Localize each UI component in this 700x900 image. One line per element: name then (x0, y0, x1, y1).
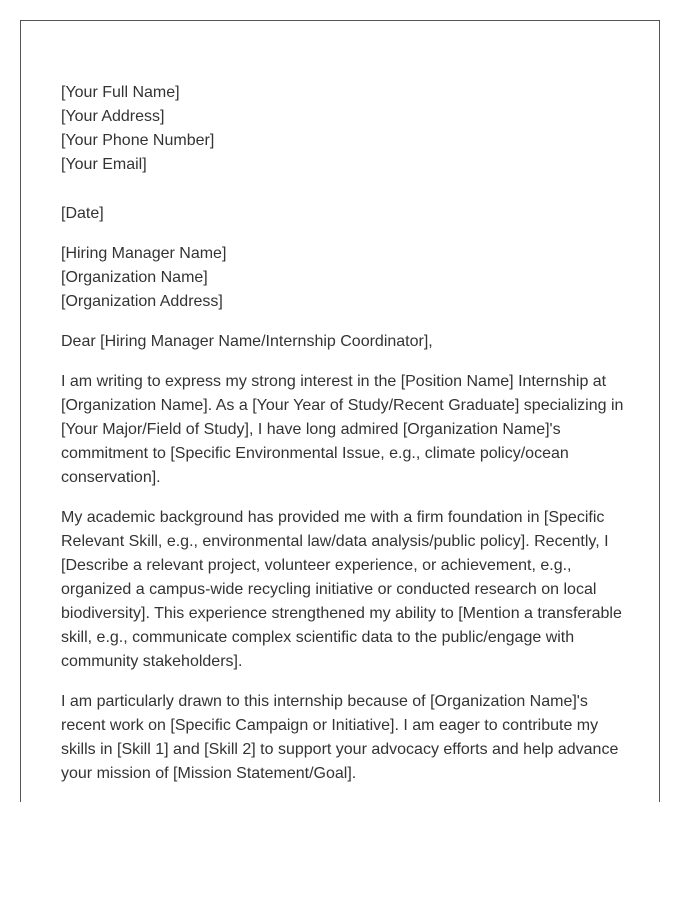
letter-date: [Date] (61, 205, 104, 222)
sender-phone: [Your Phone Number] (61, 132, 215, 149)
recipient-block (61, 242, 631, 314)
body-paragraph-1: I am writing to express my strong interest in the [Position Name] Internship at [Organization Name]. As a [Your Year of Study/Recent Graduate] specializing in [Your Major/Field of Study], I have long admired [Organization Name]'s commitment to [Specific Environmental Issue, e.g., climate policy/ocean conservation]. (61, 373, 624, 486)
sender-block (61, 81, 631, 177)
date-block (61, 202, 631, 226)
recipient-address: [Organization Address] (61, 293, 223, 310)
recipient-name: [Hiring Manager Name] (61, 245, 227, 262)
body-paragraph-3: I am particularly drawn to this internship because of [Organization Name]'s recent work on [Specific Campaign or Initiative]. I am eager to contribute my skills in [Skill 1] and [Skill 2] to support your advocacy efforts and help advance your mission of [Mission Statement/Goal]. (61, 693, 619, 782)
sender-full-name: [Your Full Name] (61, 84, 180, 101)
sender-address: [Your Address] (61, 108, 165, 125)
body-paragraph-2: My academic background has provided me with a firm foundation in [Specific Relevant Skill, e.g., environmental law/data analysis/public policy]. Recently, I [Describe a relevant project, volunteer experience, or achievement, e.g., organized a campus-wide recycling initiative or conducted research on local biodiversity]. This experience strengthened my ability to [Mention a transferable skill, e.g., communicate complex scientific data to the public/engage with community stakeholders]. (61, 509, 622, 670)
salutation: Dear [Hiring Manager Name/Internship Coordinator], (61, 333, 433, 350)
letter-page (20, 20, 660, 802)
letter-content (61, 81, 631, 786)
sender-email: [Your Email] (61, 156, 147, 173)
recipient-organization: [Organization Name] (61, 269, 208, 286)
